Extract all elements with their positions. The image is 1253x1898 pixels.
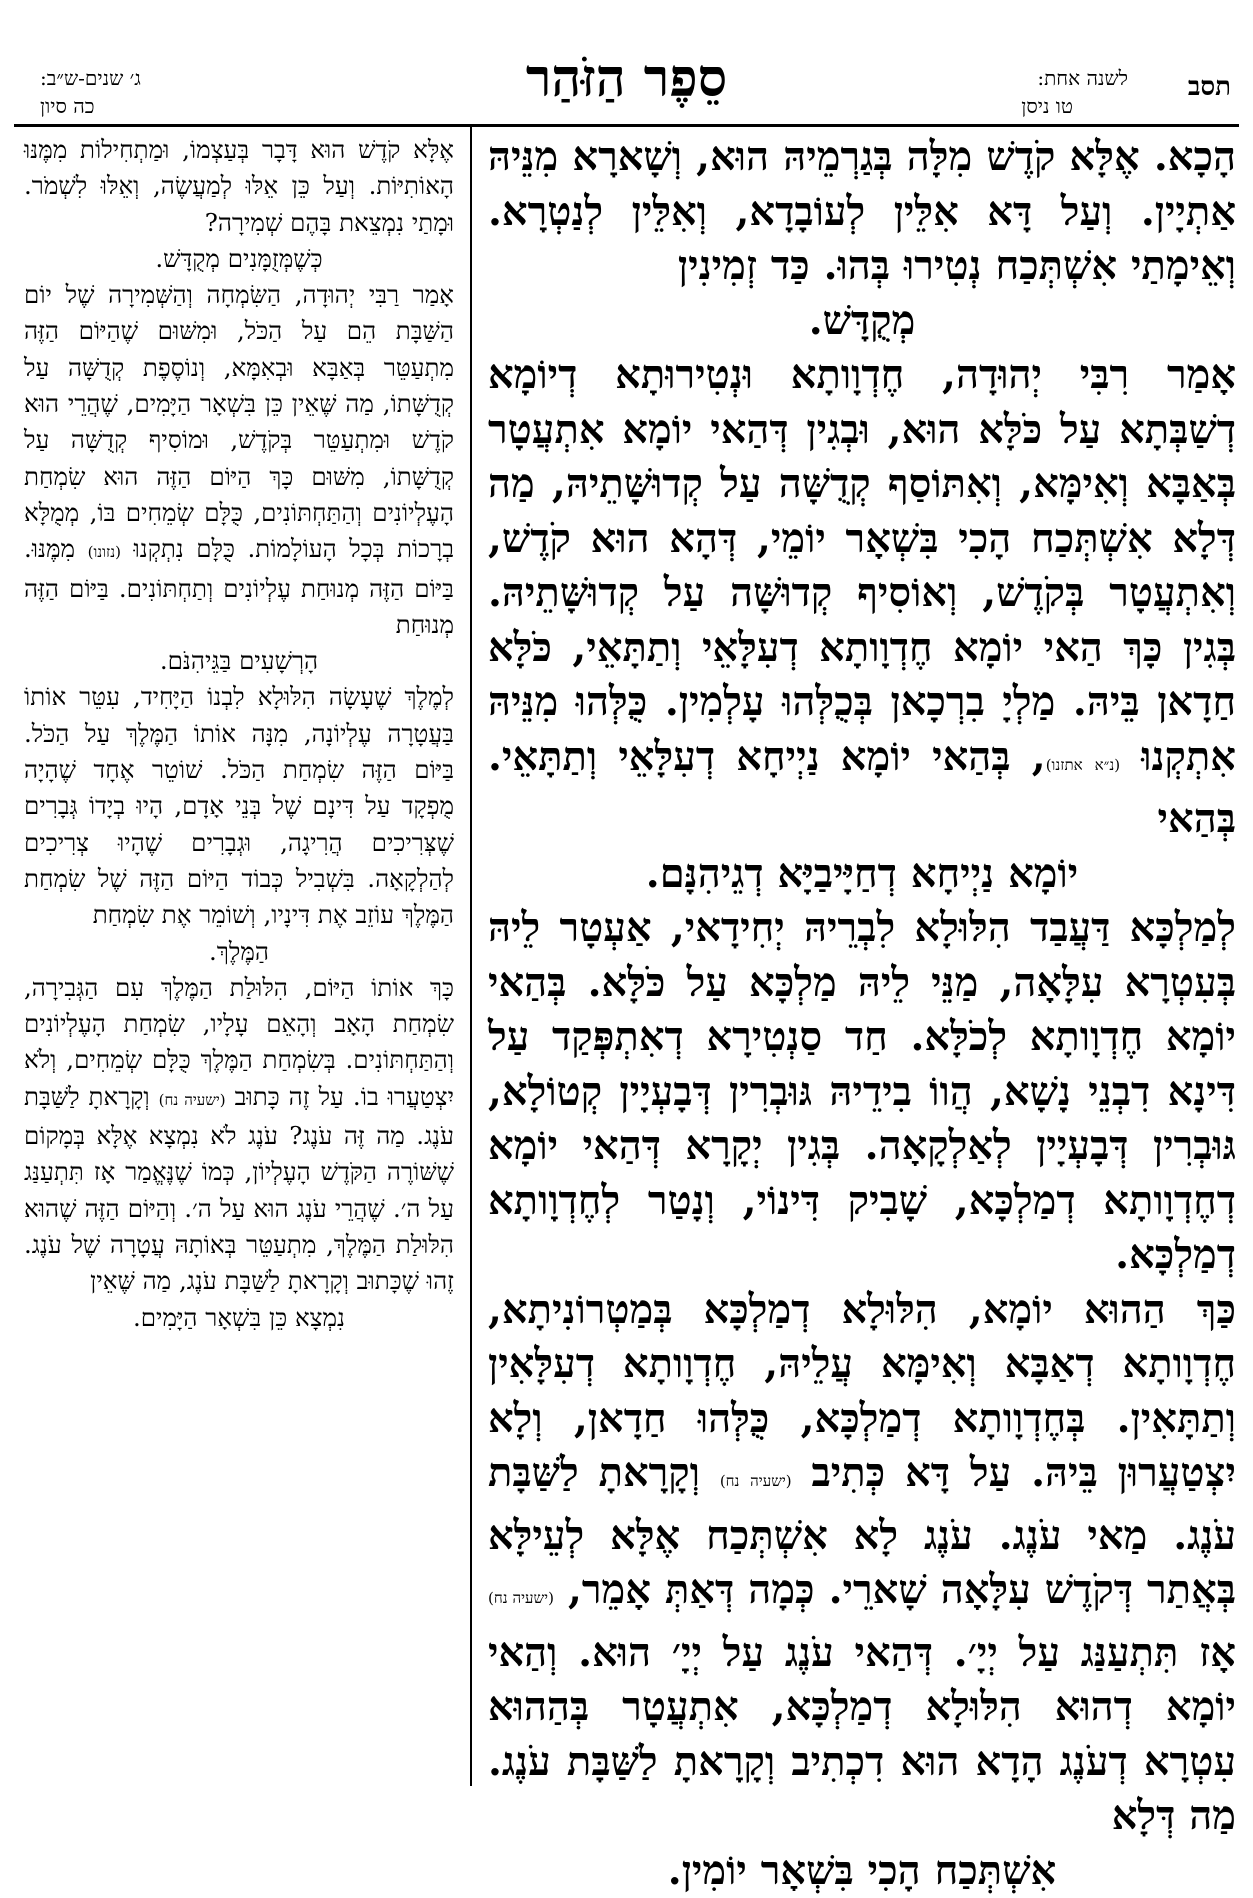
reading-schedule-cycle: ג׳ שנים-ש״ב: (40, 66, 141, 91)
main-text: אָמַר רִבִּי יְהוּדָה, חֶדְוָותָא וּנְטִירוּתָא דְיוֹמָא דְשַׁבְּתָא עַל כֹּלָּא הוּא, וּבְגִין דְּהַאי יוֹמָא אִתְעֲטָר בְּאַבָּא וְאִימָּא, וְאִתּוֹסַף קְדֻשָּׁה עַל קְדוּשָּׁתֵיהּ, מַה דְּלָא אִשְׁתְּכַח הָכִי בִּשְׁאָר יוֹמֵי, דְּהָא הוּא קֹדֶשׁ, וְאִתְעֲטָר בְּקֹדֶשׁ, וְאוֹסִיף קְדוּשָּׁה עַל קְדוּשָּׁתֵיהּ. בְּגִין כָּךְ הַאי יוֹמָא חֶדְוָותָא דְעִלָּאֵי וְתַתָּאֵי, כֹּלָּא חַדָאן בֵּיהּ. מַלְיָ בִרְכָאן בְּכֻלְּהוּ עָלְמִין. כֻּלְּהוּ מִנֵּיהּ אִתְקְנוּ (488, 351, 1236, 780)
translation-paragraph-end: הַמֶּלֶךְ. (24, 934, 454, 970)
reading-schedule-cycle-date: כה סיון (40, 94, 94, 119)
translation-paragraph: אָמַר רַבִּי יְהוּדָה, הַשִּׂמְחָה וְהַשְּׁמִירָה שֶׁל יוֹם הַשַּׁבָּת הֵם עַל הַכֹּל, וּמִשּׁוּם שֶׁהַיּוֹם הַזֶּה מִתְעַטֵּר בְּאַבָּא וּבְאִמָּא, וְנוֹסֶפֶת קְדֻשָּׁה עַל קְדֻשָּׁתוֹ, מַה שֶּׁאֵין כֵּן בִּשְׁאָר הַיָּמִים, שֶׁהֲרֵי הוּא קֹדֶשׁ וּמִתְעַטֵּר בְּקֹדֶשׁ, וּמוֹסִיף קְדֻשָּׁה עַל קְדֻשָּׁתוֹ, מִשּׁוּם כָּךְ הַיּוֹם הַזֶּה הוּא שִׂמְחַת הָעֶלְיוֹנִים וְהַתַּחְתּוֹנִים, כֻּלָּם שְׂמֵחִים בּוֹ, מְמֻלָּא בְרָכוֹת בְּכָל הָעוֹלָמוֹת. כֻּלָּם נִתְקְנוּ (נזונו) מִמֶּנּוּ. בַּיּוֹם הַזֶּה מְנוּחַת עֶלְיוֹנִים וְתַחְתּוֹנִים. בַּיּוֹם הַזֶּה מְנוּחַת (24, 277, 454, 643)
page-number: תסב (1188, 72, 1231, 102)
column-divider (470, 126, 472, 1786)
translation-paragraph-end: נִמְצָא כֵּן בִּשְׁאָר הַיָּמִים. (24, 1300, 454, 1336)
book-title: סֵפֶר הַזֹּהַר (0, 48, 1253, 109)
translation-paragraph-end: כְּשֶׁמְּזֻמָּנִים מְקֻדָּשׁ. (24, 241, 454, 277)
main-paragraph (488, 130, 1236, 294)
main-text: הָכָא. אֶלָּא קֹדֶשׁ מִלָּה בְּגַרְמֵיהּ הוּא, וְשָׁארָא מִנֵּיהּ אַתְיָין. וְעַל דָּא אִלֵּין לְעוֹבָדָא, וְאִלֵּין לְנַטְרָא. וְאֵימָתַי אִשְׁתְּכַח נְטִירוּ בְּהוּ. כַּד זְמִינִין (488, 133, 1236, 289)
zohar-aramaic-column (488, 130, 1236, 1898)
translation-paragraph: לְמֶלֶךְ שֶׁעָשָׂה הִלּוּלָא לִבְנוֹ הַיָּחִיד, עִטֵּר אוֹתוֹ בַּעֲטָרָה עֶלְיוֹנָה, מִנָּה אוֹתוֹ הַמֶּלֶךְ עַל הַכֹּל. בַּיּוֹם הַזֶּה שִׂמְחַת הַכֹּל. שׁוֹטֵר אֶחָד שֶׁהָיָה מֻפְקָד עַל דִּינָם שֶׁל בְּנֵי אָדָם, הָיוּ בְיָדוֹ גְּבָרִים שֶׁצְּרִיכִים הֲרִיגָה, וּגְבָרִים שֶׁהָיוּ צְרִיכִים לְהַלְקָאָה. בִּשְׁבִיל כְּבוֹד הַיּוֹם הַזֶּה שֶׁל שִׂמְחַת הַמֶּלֶךְ עוֹזֵב אֶת דִּינָיו, וְשׁוֹמֵר אֶת שִׂמְחַת (24, 679, 454, 933)
header-divider (14, 124, 1239, 127)
hebrew-translation-column (24, 132, 454, 1336)
main-paragraph-end: מְקֻדָּשׁ. (488, 294, 1236, 349)
variant-note: (נ״א אתזנו) (1046, 756, 1120, 774)
translation-paragraph: כָּךְ אוֹתוֹ הַיּוֹם, הִלּוּלַת הַמֶּלֶךְ עִם הַגְּבִירָה, שִׂמְחַת הָאָב וְהָאֵם עָלָיו, שִׂמְחַת הָעֶלְיוֹנִים וְהַתַּחְתּוֹנִים. בְּשִׂמְחַת הַמֶּלֶךְ כֻּלָּם שְׂמֵחִים, וְלֹא יִצְטַעֲרוּ בוֹ. עַל זֶה כָּתוּב (ישעיה נח) וְקָרָאתָ לַשַּׁבָּת עֹנֶג. מַה זֶּה עֹנֶג? עֹנֶג לֹא נִמְצָא אֶלָּא בְּמָקוֹם שֶׁשּׁוֹרֶה הַקֹּדֶשׁ הָעֶלְיוֹן, כְּמוֹ שֶׁנֶּאֱמַר אָז תִּתְעַנַּג עַל ה׳. שֶׁהֲרֵי עֹנֶג הוּא עַל ה׳. וְהַיּוֹם הַזֶּה שֶׁהוּא הִלּוּלַת הַמֶּלֶךְ, מִתְעַטֵּר בְּאוֹתָהּ עֲטָרָה שֶׁל עֹנֶג. זֶהוּ שֶׁכָּתוּב וְקָרָאתָ לַשַּׁבָּת עֹנֶג, מַה שֶּׁאֵין (24, 970, 454, 1300)
main-paragraph: אָמַר רִבִּי יְהוּדָה, חֶדְוָותָא וּנְטִירוּתָא דְיוֹמָא דְשַׁבְּתָא עַל כֹּלָּא הוּא, וּבְגִין דְּהַאי יוֹמָא אִתְעֲטָר בְּאַבָּא וְאִימָּא, וְאִתּוֹסַף קְדֻשָּׁה עַל קְדוּשָּׁתֵיהּ, מַה דְּלָא אִשְׁתְּכַח הָכִי בִּשְׁאָר יוֹמֵי, דְּהָא הוּא קֹדֶשׁ, וְאִתְעֲטָר בְּקֹדֶשׁ, וְאוֹסִיף קְדוּשָּׁה עַל קְדוּשָּׁתֵיהּ. בְּגִין כָּךְ הַאי יוֹמָא חֶדְוָותָא דְעִלָּאֵי וְתַתָּאֵי, כֹּלָּא חַדָאן בֵּיהּ. מַלְיָ בִרְכָאן בְּכֻלְּהוּ עָלְמִין. כֻּלְּהוּ מִנֵּיהּ אִתְקְנוּ (נ״א אתזנו), בְּהַאי יוֹמָא נַיְיחָא דְעִלָּאֵי וְתַתָּאֵי. בְּהַאי (488, 348, 1236, 847)
main-paragraph-end: אִשְׁתְּכַח הָכִי בִּשְׁאָר יוֹמִין. (488, 1844, 1236, 1898)
main-text: כַּךְ הַהוּא יוֹמָא, הִלּוּלָא דְמַלְכָּא בְּמַטְרוֹנִיתָא, חֶדְוָותָא דְאַבָּא וְאִימָּא עֲלֵיהּ, חֶדְוָותָא דְעִלָּאִין וְתַתָּאִין. בְּחֶדְוָותָא דְמַלְכָּא, כֻּלְּהוּ חַדָאן, וְלָא יִצְטַעֲרוּן בֵּיהּ. עַל דָּא כְּתִיב (488, 1286, 1236, 1497)
translation-paragraph-end: הָרְשָׁעִים בַּגֵּיהִנֹּם. (24, 643, 454, 679)
variant-note: (נזונו) (88, 543, 121, 561)
main-paragraph-end: יוֹמָא נַיְיחָא דְחַיָּיבַיָּא דְגֵיהִנָּם. (488, 847, 1236, 902)
translation-paragraph: אֶלָּא קֹדֶשׁ הוּא דָּבָר בְּעַצְמוֹ, וּמַתְחִילוֹת מִמֶּנּוּ הָאוֹתִיּוֹת. וְעַל כֵּן אֵלּוּ לְמַעֲשֶׂה, וְאֵלּוּ לִשְׁמֹר. וּמָתַי נִמְצֵאת בָּהֶם שְׁמִירָה? (24, 132, 454, 241)
main-paragraph (488, 901, 1236, 1283)
verse-reference: (ישעיה נח) (159, 1091, 226, 1109)
verse-reference: (ישעיה נח) (720, 1472, 792, 1490)
reading-schedule-year: לשנה אחת: (1037, 66, 1128, 91)
reading-schedule-date: טו ניסן (1021, 94, 1073, 119)
main-text: לְמַלְכָּא דַּעֲבַד הִלּוּלָא לִבְרֵיהּ יְחִידָאי, אַעְטָר לֵיהּ בְּעִטְרָא עִלָּאָה, מַנֵּי לֵיהּ מַלְכָּא עַל כֹּלָּא. בְּהַאי יוֹמָא חֶדְוָותָא לְכֹלָּא. חַד סַנְטִירָא דְאִתְפְּקַד עַל דִּינָא דִבְנֵי נָשָׁא, הֲווֹ בִידֵיהּ גּוּבְרִין דְּבָעְיָין קְטוֹלָא, גּוּבְרִין דְּבָעְיָין לְאַלְקָאָה. בְּגִין יְקָרָא דְּהַאי יוֹמָא דְחֶדְוָותָא דְמַלְכָּא, שָׁבִיק דִּינוֹי, וְנָטַר לְחֶדְוָותָא דְמַלְכָּא. (488, 904, 1236, 1278)
main-paragraph: כַּךְ הַהוּא יוֹמָא, הִלּוּלָא דְמַלְכָּא בְּמַטְרוֹנִיתָא, חֶדְוָותָא דְאַבָּא וְאִימָּא עֲלֵיהּ, חֶדְוָותָא דְעִלָּאִין וְתַתָּאִין. בְּחֶדְוָותָא דְמַלְכָּא, כֻּלְּהוּ חַדָאן, וְלָא יִצְטַעֲרוּן בֵּיהּ. עַל דָּא כְּתִיב (ישעיה נח) וְקָרָאתָ לַשַּׁבָּת עֹנֶג. מַאי עֹנֶג. עֹנֶג לָא אִשְׁתְּכַח אֶלָּא לְעֵילָּא בְּאֲתַר דְּקֹדֶשׁ עִלָּאָה שָׁארֵי. כְּמָה דְּאַתְּ אָמֵר, (ישעיה נח) אָז תִּתְעַנַּג עַל יְיָ׳. דְּהַאי עֹנֶג עַל יְיָ׳ הוּא. וְהַאי יוֹמָא דְהוּא הִלּוּלָא דְמַלְכָּא, אִתְעֲטָר בְּהַהוּא עִטְרָא דְעֹנֶג הָדָא הוּא דִכְתִיב וְקָרָאתָ לַשַּׁבָּת עֹנֶג. מַה דְּלָא (488, 1283, 1236, 1844)
verse-reference: (ישעיה נח) (488, 1589, 554, 1607)
